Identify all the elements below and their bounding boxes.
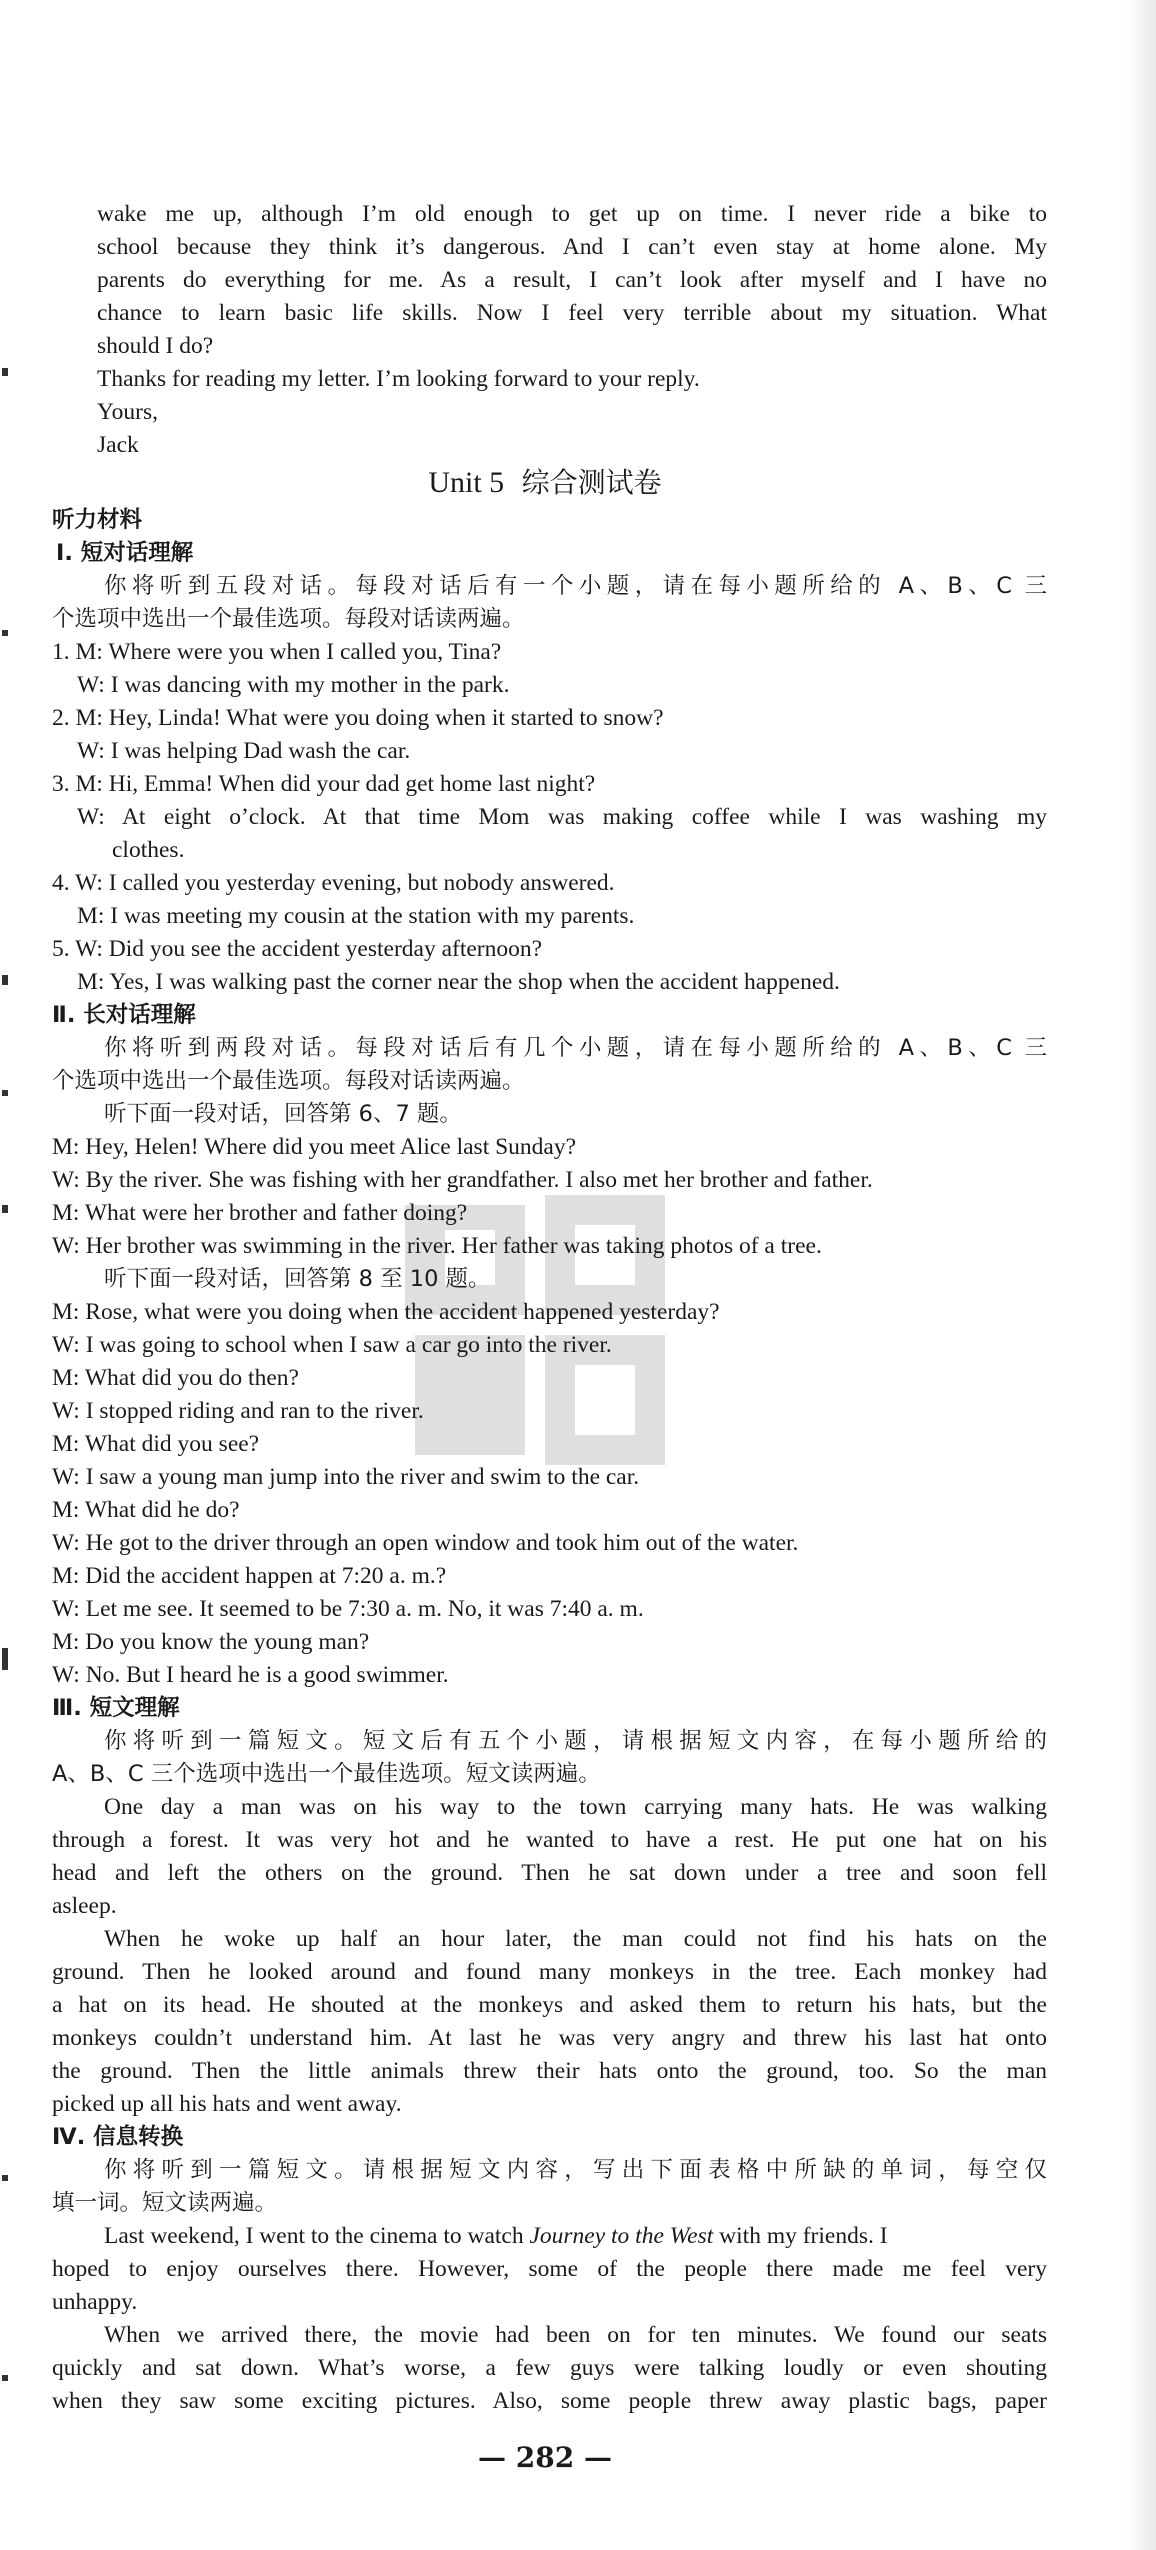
dialogue-line: M: Rose, what were you doing when the accident happened yesterday? (52, 1299, 720, 1325)
section-heading: Ⅳ. 信息转换 (52, 2124, 184, 2150)
margin-mark (2, 1205, 8, 1213)
letter-line: chance to learn basic life skills. Now I feel very terrible about my situation. What (97, 300, 1047, 326)
passage-line: through a forest. It was very hot and he wanted to have a rest. He put one hat on his (52, 1827, 1047, 1853)
dialogue-line: W: I was dancing with my mother in the park. (77, 672, 510, 698)
dialogue-line: 3. M: Hi, Emma! When did your dad get home last night? (52, 771, 596, 797)
unit-title (0, 463, 1090, 503)
dialogue-line: M: Did the accident happen at 7:20 a. m.? (52, 1563, 447, 1589)
dialogue-line: M: Do you know the young man? (52, 1629, 370, 1655)
letter-signoff: Yours, (97, 399, 158, 425)
page-number: — 282 — (478, 2441, 612, 2474)
section-heading: Ⅰ. 短对话理解 (56, 540, 194, 566)
dialogue-line: M: What were her brother and father doing? (52, 1200, 468, 1226)
dialogue-line: M: Yes, I was walking past the corner near the shop when the accident happened. (77, 969, 840, 995)
passage-line: when they saw some exciting pictures. Also, some people threw away plastic bags, paper (52, 2388, 1047, 2414)
dialogue-line: 2. M: Hey, Linda! What were you doing when it started to snow? (52, 705, 664, 731)
section-instructions: 你将听到一篇短文。请根据短文内容，写出下面表格中所缺的单词，每空仅 (104, 2157, 1047, 2183)
passage-line: head and left the others on the ground. Then he sat down under a tree and soon fell (52, 1860, 1047, 1886)
margin-mark (2, 1090, 8, 1096)
dialogue-line: 5. W: Did you see the accident yesterday afternoon? (52, 936, 543, 962)
dialogue-line: M: What did you do then? (52, 1365, 299, 1391)
passage-line: asleep. (52, 1893, 117, 1919)
passage-line: ground. Then he looked around and found many monkeys in the tree. Each monkey had (52, 1959, 1047, 1985)
letter-line: parents do everything for me. As a result, I can’t look after myself and I have no (97, 267, 1047, 293)
margin-mark (2, 2375, 8, 2381)
movie-title: Journey to the West (529, 2223, 714, 2249)
margin-mark (2, 630, 8, 636)
passage-line: When we arrived there, the movie had been on for ten minutes. We found our seats (104, 2322, 1047, 2348)
dialogue-line: W: I was going to school when I saw a car go into the river. (52, 1332, 612, 1358)
dialogue-line: W: I stopped riding and ran to the river. (52, 1398, 424, 1424)
passage-line (104, 2221, 888, 2251)
passage-line: the ground. Then the little animals threw their hats onto the ground, too. So the man (52, 2058, 1047, 2084)
passage-line: unhappy. (52, 2289, 138, 2315)
dialogue-line: 4. W: I called you yesterday evening, but nobody answered. (52, 870, 615, 896)
dialogue-line: W: He got to the driver through an open window and took him out of the water. (52, 1530, 799, 1556)
letter-line: should I do? (97, 333, 214, 359)
dialogue-line: W: At eight o’clock. At that time Mom was making coffee while I was washing my (77, 804, 1047, 830)
listening-header: 听力材料 (52, 507, 143, 533)
letter-line: Thanks for reading my letter. I’m looking forward to your reply. (97, 366, 700, 392)
dialogue-line: W: I saw a young man jump into the river and swim to the car. (52, 1464, 640, 1490)
section-heading: Ⅱ. 长对话理解 (52, 1002, 196, 1028)
letter-signature: Jack (97, 432, 139, 458)
passage-text: with my friends. I (713, 2223, 888, 2249)
section-instructions: 你将听到一篇短文。短文后有五个小题，请根据短文内容，在每小题所给的 (104, 1728, 1047, 1754)
dialogue-line: M: Hey, Helen! Where did you meet Alice last Sunday? (52, 1134, 577, 1160)
margin-mark (2, 2175, 8, 2181)
dialogue-line: W: I was helping Dad wash the car. (77, 738, 411, 764)
passage-line: hoped to enjoy ourselves there. However, some of the people there made me feel very (52, 2256, 1047, 2282)
section-instructions: 你将听到五段对话。每段对话后有一个小题，请在每小题所给的 A、B、C 三 (104, 573, 1048, 599)
passage-line: quickly and sat down. What’s worse, a few guys were talking loudly or even shouting (52, 2355, 1047, 2381)
dialogue-line: M: What did you see? (52, 1431, 260, 1457)
section-instructions: 你将听到两段对话。每段对话后有几个小题，请在每小题所给的 A、B、C 三 (104, 1035, 1048, 1061)
passage-line: a hat on its head. He shouted at the monkeys and asked them to return his hats, but the (52, 1992, 1047, 2018)
passage-line: picked up all his hats and went away. (52, 2091, 402, 2117)
letter-line: school because they think it’s dangerous. And I can’t even stay at home alone. My (97, 234, 1047, 260)
dialogue-line: M: I was meeting my cousin at the station with my parents. (77, 903, 635, 929)
passage-line: monkeys couldn’t understand him. At last he was very angry and threw his last hat onto (52, 2025, 1047, 2051)
dialogue-line: W: By the river. She was fishing with her grandfather. I also met her brother and father. (52, 1167, 873, 1193)
sub-instruction: 听下面一段对话，回答第 8 至 10 题。 (104, 1266, 491, 1292)
dialogue-line: W: Let me see. It seemed to be 7:30 a. m. No, it was 7:40 a. m. (52, 1596, 644, 1622)
sub-instruction: 听下面一段对话，回答第 6、7 题。 (104, 1101, 462, 1127)
section-instructions: A、B、C 三个选项中选出一个最佳选项。短文读两遍。 (52, 1761, 601, 1787)
passage-text: Last weekend, I went to the cinema to watch (104, 2223, 530, 2249)
passage-line: When he woke up half an hour later, the man could not find his hats on the (104, 1926, 1047, 1952)
margin-mark (2, 1648, 8, 1670)
letter-line: wake me up, although I’m old enough to get up on time. I never ride a bike to (97, 201, 1047, 227)
unit-title-zh: 综合测试卷 (521, 466, 662, 499)
dialogue-line: 1. M: Where were you when I called you, Tina? (52, 639, 502, 665)
margin-mark (2, 975, 8, 985)
section-instructions: 填一词。短文读两遍。 (52, 2190, 278, 2216)
passage-line: One day a man was on his way to the town carrying many hats. He was walking (104, 1794, 1047, 1820)
section-instructions: 个选项中选出一个最佳选项。每段对话读两遍。 (52, 606, 525, 632)
unit-title-en: Unit 5 (428, 466, 505, 499)
dialogue-line: W: No. But I heard he is a good swimmer. (52, 1662, 449, 1688)
page-edge-shadow (1126, 0, 1156, 2550)
dialogue-line: clothes. (112, 837, 185, 863)
dialogue-line: M: What did he do? (52, 1497, 240, 1523)
dialogue-line: W: Her brother was swimming in the river. Her father was taking photos of a tree. (52, 1233, 822, 1259)
section-instructions: 个选项中选出一个最佳选项。每段对话读两遍。 (52, 1068, 525, 1094)
margin-mark (2, 368, 8, 376)
section-heading: Ⅲ. 短文理解 (52, 1695, 180, 1721)
